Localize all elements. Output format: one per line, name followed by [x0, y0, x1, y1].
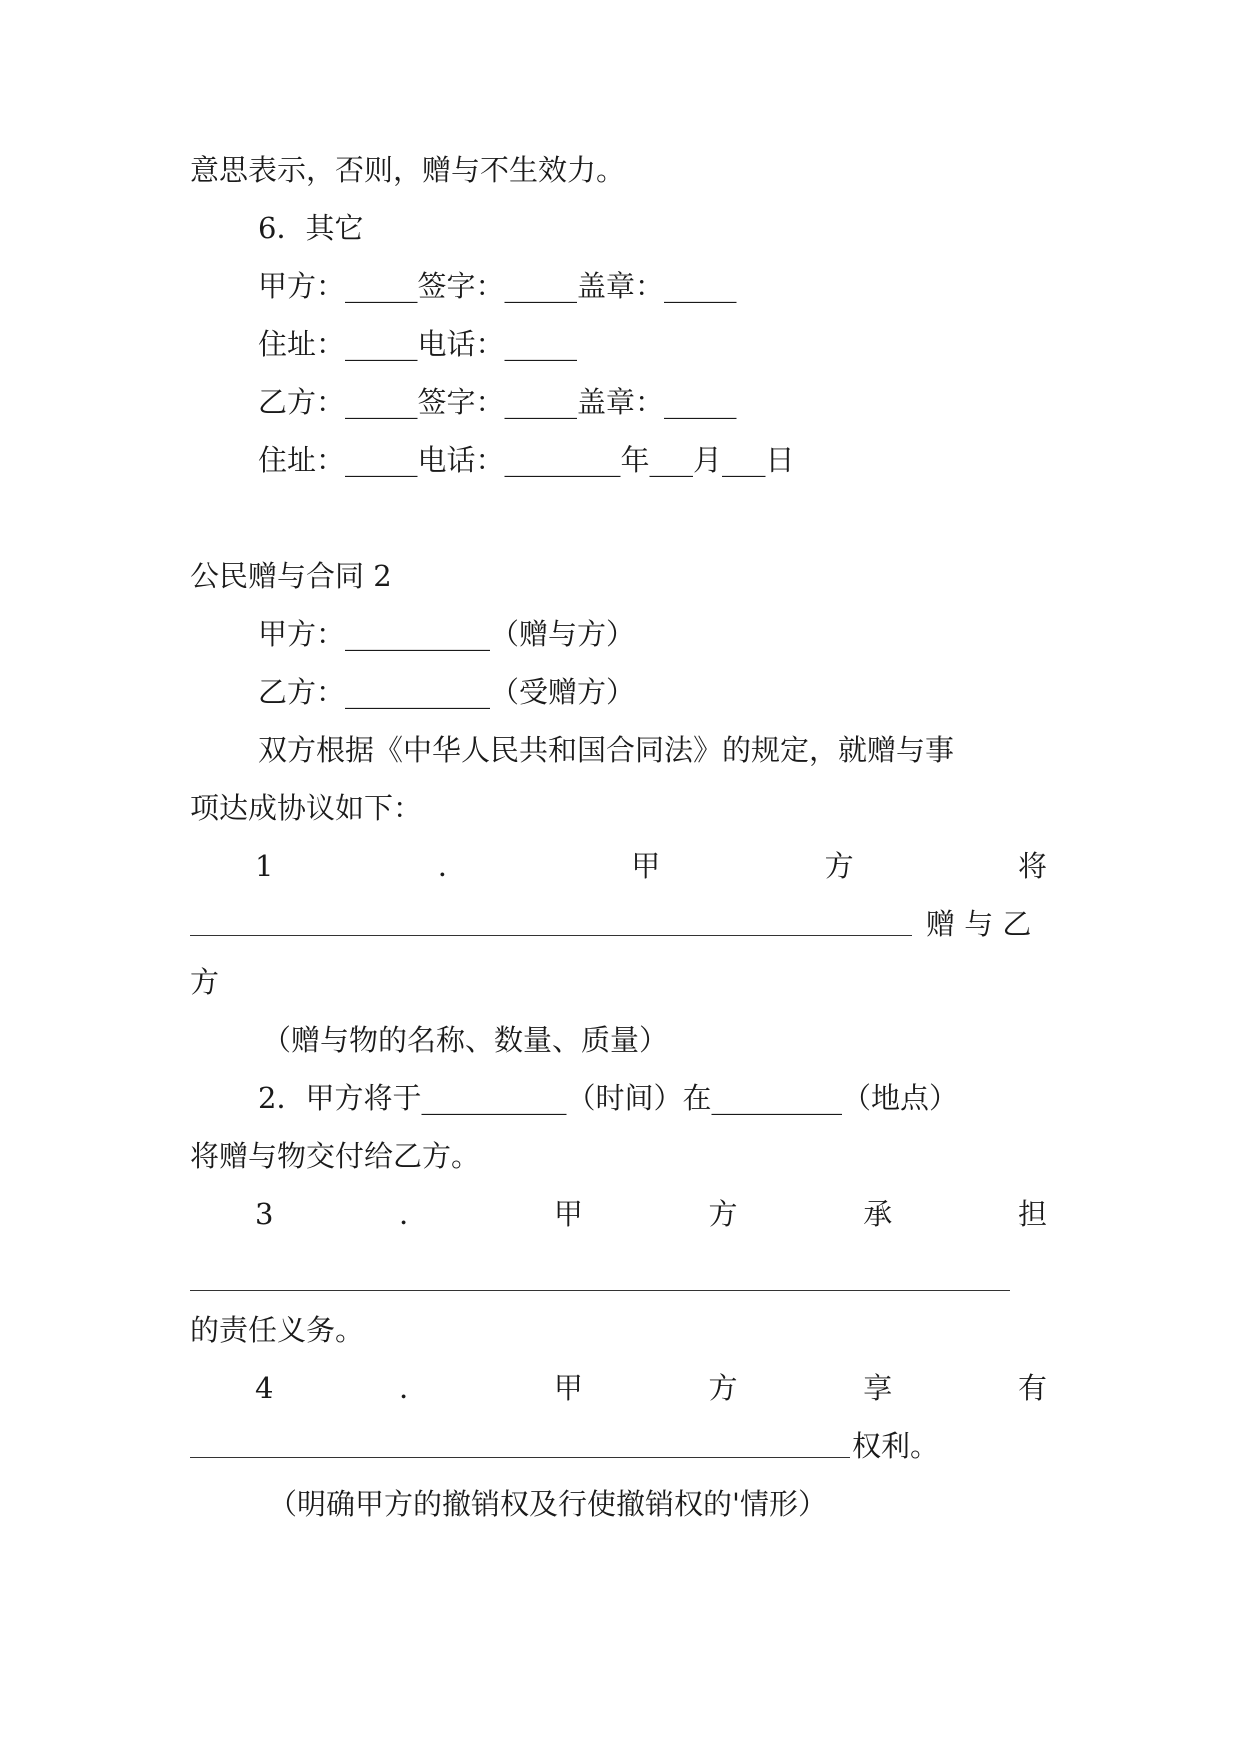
clause-word: 1 [255, 849, 274, 883]
clause-word: 甲 [631, 849, 661, 883]
clause-1-tail: 赠 与 乙 [926, 907, 1032, 941]
clause-3-continuation: 的责任义务。 [190, 1313, 365, 1347]
clause-2-continuation: 将赠与物交付给乙方。 [190, 1139, 481, 1173]
clause-4-note: （明确甲方的撤销权及行使撤销权的'情形） [268, 1487, 827, 1521]
clause-1-continuation: 方 [190, 965, 220, 999]
agreement-intro-line-2: 项达成协议如下： [190, 791, 423, 825]
clause-4-tail: 权利。 [852, 1429, 940, 1463]
party-a-signature-line: 甲方：_____签字：_____盖章：_____ [258, 269, 737, 303]
contract-title: 公民赠与合同 2 [190, 559, 392, 593]
clause-word: 将 [1017, 849, 1047, 883]
paragraph-continuation: 意思表示，否则，赠与不生效力。 [190, 153, 626, 187]
clause-word: 担 [1017, 1197, 1047, 1231]
clause-word: ． [437, 849, 467, 883]
clause-word: 享 [863, 1371, 893, 1405]
clause-word: ． [399, 1197, 429, 1231]
party-a-address-line: 住址：_____电话：_____ [258, 327, 578, 361]
blank-rule [190, 1457, 850, 1458]
clause-word: 方 [708, 1197, 738, 1231]
clause-3-spread-line [255, 1197, 1047, 1231]
clause-1-spread-line [255, 849, 1047, 883]
clause-word: 方 [708, 1371, 738, 1405]
clause-2-line: 2．甲方将于__________（时间）在_________（地点） [258, 1081, 958, 1115]
clause-word: 方 [824, 849, 854, 883]
party-b-address-date-line: 住址：_____电话：________年___月___日 [258, 443, 795, 477]
clause-word: 3 [255, 1197, 274, 1231]
blank-rule [190, 1290, 1010, 1291]
party-b-signature-line: 乙方：_____签字：_____盖章：_____ [258, 385, 737, 419]
clause-word: 承 [863, 1197, 893, 1231]
clause-word: ． [399, 1371, 429, 1405]
clause-1-note: （赠与物的名称、数量、质量） [262, 1023, 669, 1057]
clause-word: 甲 [553, 1371, 583, 1405]
clause-word: 有 [1017, 1371, 1047, 1405]
blank-rule [190, 935, 912, 936]
party-b-donee-line: 乙方：__________（受赠方） [258, 675, 636, 709]
agreement-intro-line-1: 双方根据《中华人民共和国合同法》的规定，就赠与事 [258, 733, 955, 767]
party-a-donor-line: 甲方：__________（赠与方） [258, 617, 636, 651]
clause-word: 甲 [553, 1197, 583, 1231]
clause-word: 4 [255, 1371, 274, 1405]
clause-4-spread-line [255, 1371, 1047, 1405]
section-heading-other: 6．其它 [258, 211, 364, 245]
